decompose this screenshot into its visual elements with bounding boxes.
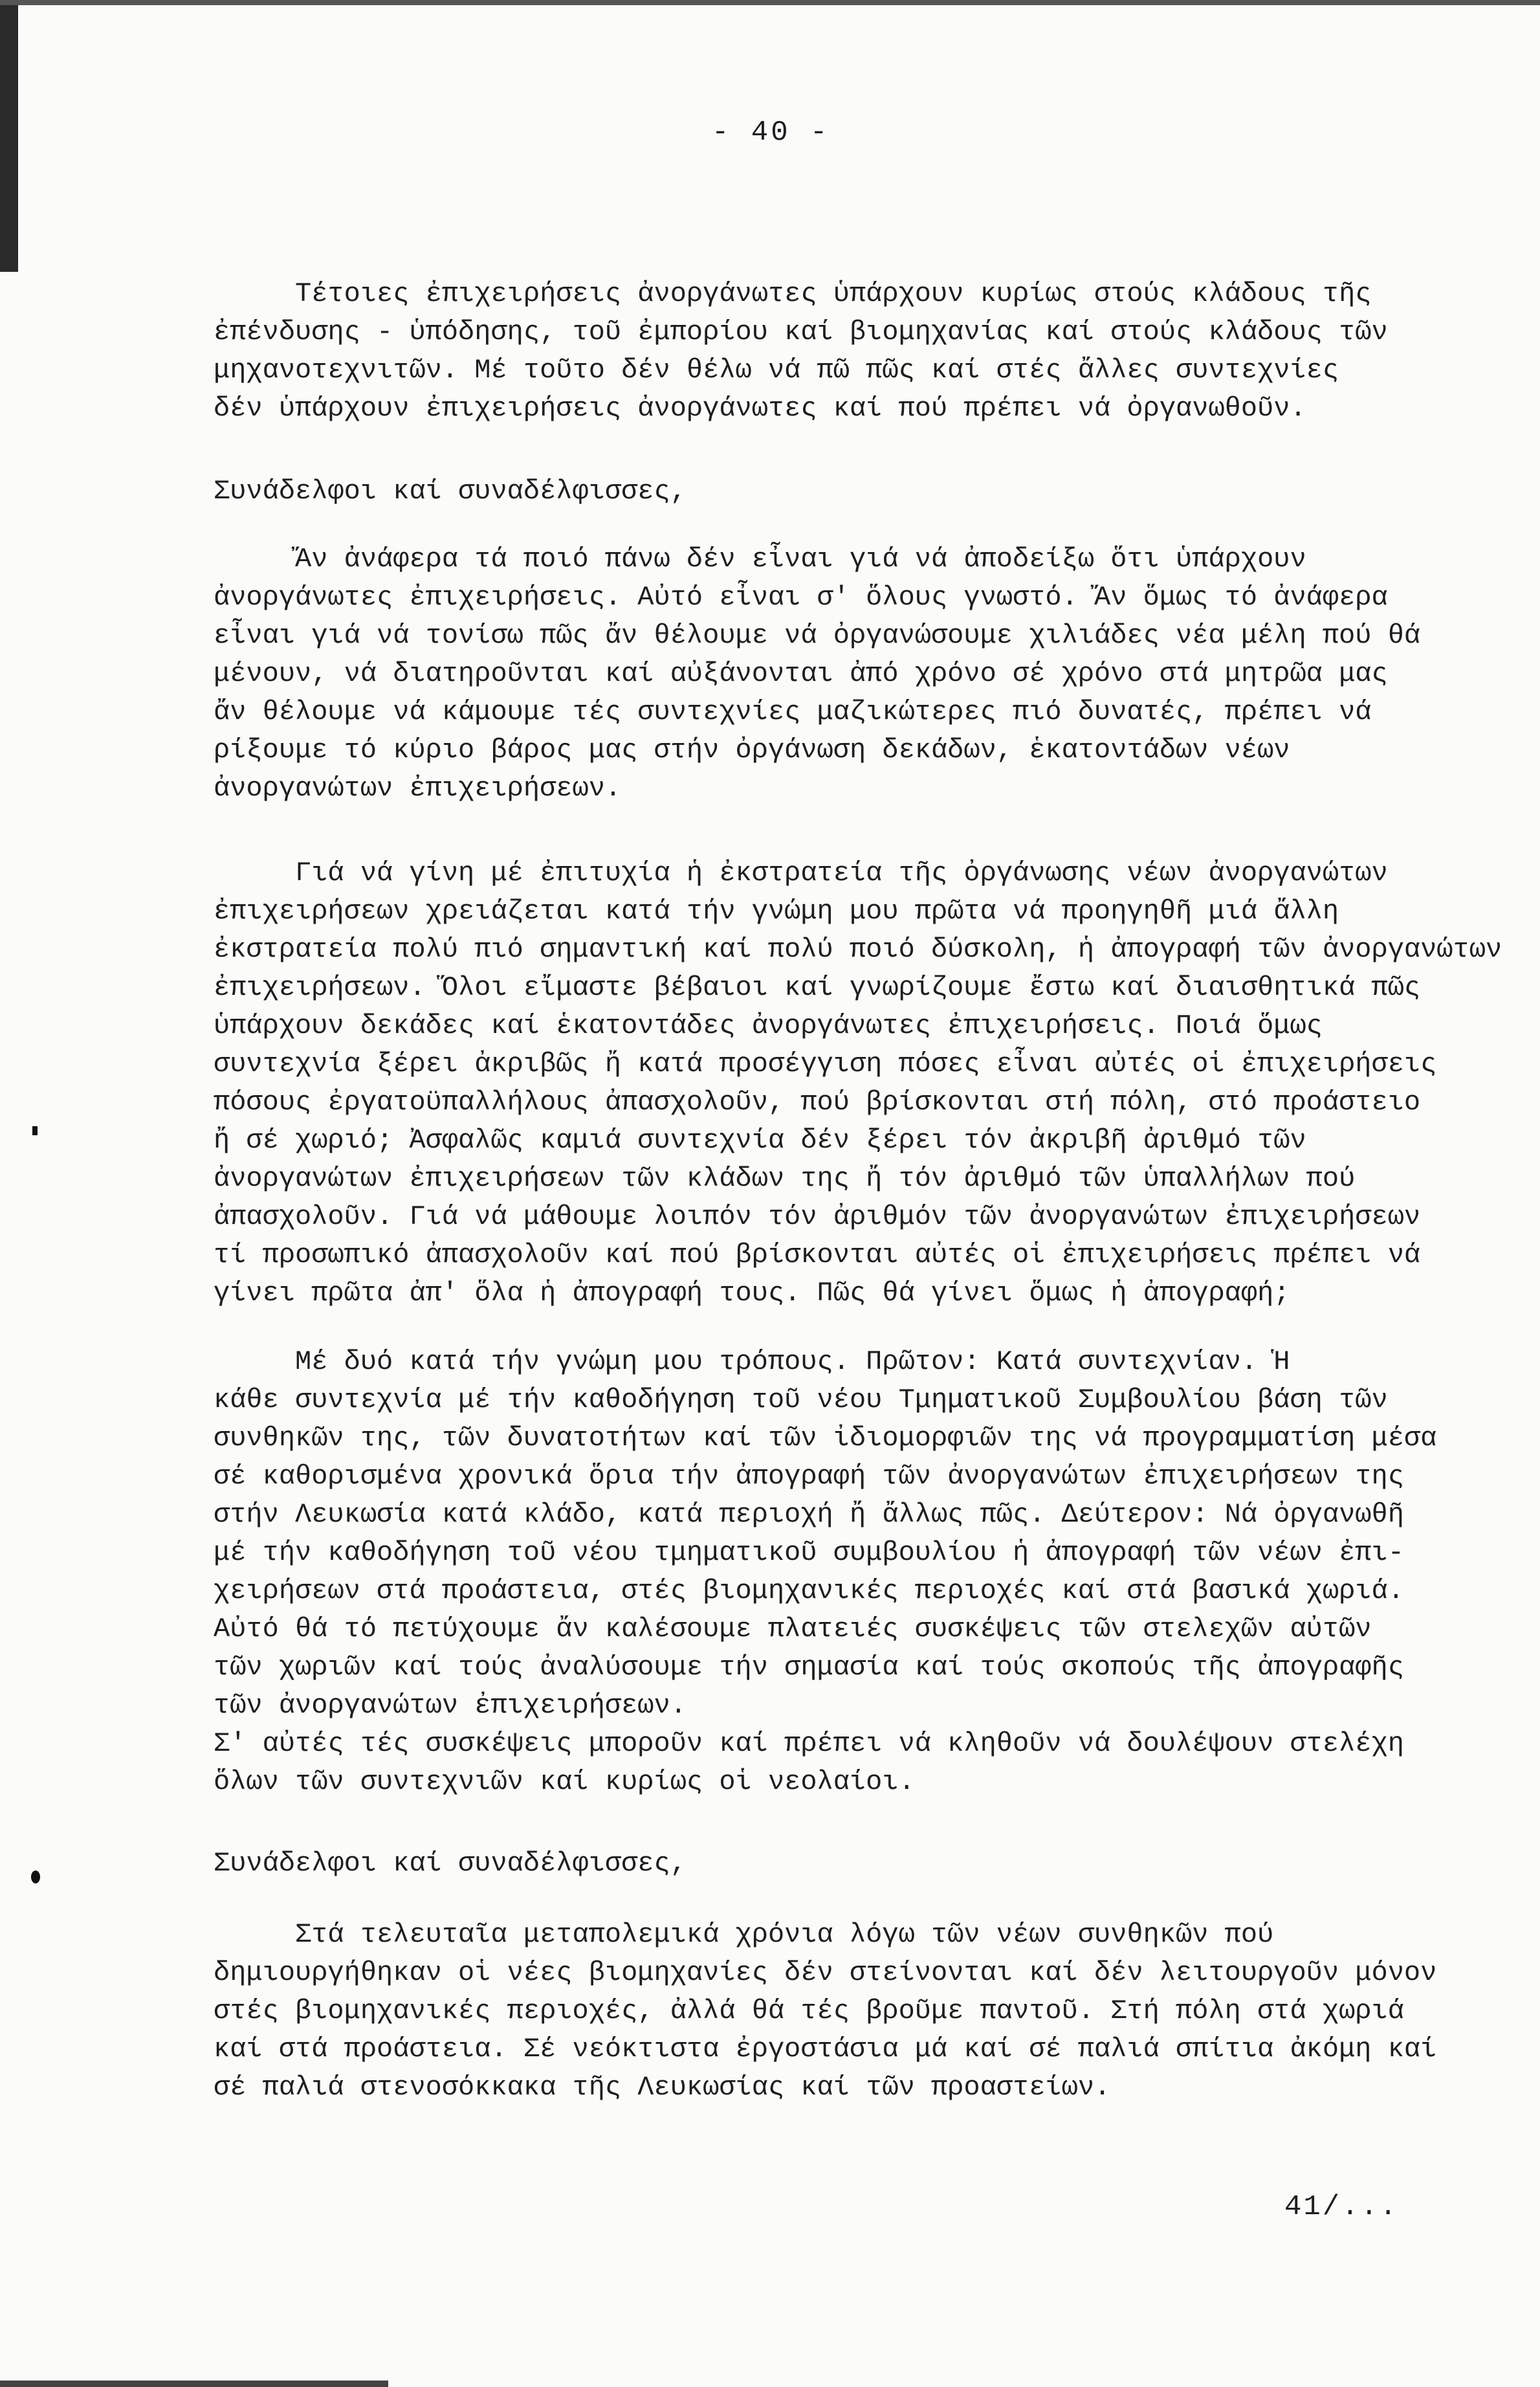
- paragraph: [214, 1916, 1475, 2107]
- text-line: σέ καθορισμένα χρονικά ὅρια τήν ἀπογραφή τῶν ἀνοργανώτων ἐπιχειρήσεων της: [214, 1461, 1404, 1492]
- text-line: ἀνοργάνωτες ἐπιχειρήσεις. Αὐτό εἶναι σ' ὅλους γνωστό. Ἄν ὅμως τό ἀνάφερα: [214, 582, 1388, 613]
- text-line: Στά τελευταῖα μεταπολεμικά χρόνια λόγω τῶν νέων συνθηκῶν πού: [214, 1919, 1274, 1950]
- text-line: Γιά νά γίνη μέ ἐπιτυχία ἡ ἐκστρατεία τῆς ὀργάνωσης νέων ἀνοργανώτων: [214, 858, 1388, 889]
- text-line: Σ' αὐτές τές συσκέψεις μποροῦν καί πρέπει νά κληθοῦν νά δουλέψουν στελέχη: [214, 1728, 1404, 1759]
- text-line: Τέτοιες ἐπιχειρήσεις ἀνοργάνωτες ὑπάρχουν κυρίως στούς κλάδους τῆς: [214, 278, 1372, 309]
- text-line: ἐπιχειρήσεων. Ὅλοι εἴμαστε βέβαιοι καί γνωρίζουμε ἔστω καί διαισθητικά πῶς: [214, 972, 1421, 1003]
- text-line: πόσους ἐργατοϋπαλλήλους ἀπασχολοῦν, πού βρίσκονται στή πόλη, στό προάστειο: [214, 1087, 1421, 1118]
- text-line: στήν Λευκωσία κατά κλάδο, κατά περιοχή ἤ ἄλλως πῶς. Δεύτερον: Νά ὀργανωθῆ: [214, 1499, 1404, 1530]
- text-line: ἐπένδυσης - ὑπόδησης, τοῦ ἐμπορίου καί βιομηχανίας καί στούς κλάδους τῶν: [214, 316, 1388, 348]
- text-line: ρίξουμε τό κύριο βάρος μας στήν ὀργάνωση δεκάδων, ἑκατοντάδων νέων: [214, 735, 1290, 766]
- text-line: δημιουργήθηκαν οἱ νέες βιομηχανίες δέν στείνονται καί δέν λειτουργοῦν μόνον: [214, 1957, 1437, 1988]
- text-line: τῶν χωριῶν καί τούς ἀναλύσουμε τήν σημασία καί τούς σκοπούς τῆς ἀπογραφῆς: [214, 1652, 1404, 1683]
- paragraph: [214, 854, 1502, 1313]
- text-line: μέ τήν καθοδήγηση τοῦ νέου τμηματικοῦ συμβουλίου ἡ ἀπογραφή τῶν νέων ἐπι-: [214, 1537, 1404, 1568]
- text-line: ἀνοργανώτων ἐπιχειρήσεων.: [214, 773, 622, 804]
- scan-dot: [31, 1871, 40, 1883]
- text-line: χειρήσεων στά προάστεια, στές βιομηχανικές περιοχές καί στά βασικά χωριά.: [214, 1575, 1404, 1606]
- paragraph: [214, 540, 1475, 808]
- text-line: συνθηκῶν της, τῶν δυνατοτήτων καί τῶν ἰδιομορφιῶν της νά προγραμματίση μέσα: [214, 1423, 1437, 1454]
- text-line: μένουν, νά διατηροῦνται καί αὐξάνονται ἀπό χρόνο σέ χρόνο στά μητρῶα μας: [214, 658, 1388, 689]
- text-line: ἄν θέλουμε νά κάμουμε τές συντεχνίες μαζικώτερες πιό δυνατές, πρέπει νά: [214, 696, 1372, 727]
- scan-edge-mark: [0, 0, 18, 272]
- text-line: ἐκστρατεία πολύ πιό σημαντική καί πολύ ποιό δύσκολη, ἡ ἀπογραφή τῶν ἀνοργανώτων: [214, 934, 1502, 965]
- text-line: ἤ σέ χωριό; Ἀσφαλῶς καμιά συντεχνία δέν ξέρει τόν ἀκριβῆ ἀριθμό τῶν: [214, 1125, 1306, 1156]
- text-line: ἀνοργανώτων ἐπιχειρήσεων τῶν κλάδων της ἤ τόν ἀριθμό τῶν ὑπαλλήλων πού: [214, 1163, 1356, 1194]
- text-line: καί στά προάστεια. Σέ νεόκτιστα ἐργοστάσια μά καί σέ παλιά σπίτια ἀκόμη καί: [214, 2034, 1437, 2065]
- salutation: [214, 472, 687, 511]
- text-line: Συνάδελφοι καί συναδέλφισσες,: [214, 1848, 687, 1879]
- text-line: τῶν ἀνοργανώτων ἐπιχειρήσεων.: [214, 1690, 687, 1721]
- text-line: Ἄν ἀνάφερα τά ποιό πάνω δέν εἶναι γιά νά ἀποδείξω ὅτι ὑπάρχουν: [214, 544, 1306, 575]
- text-line: ὅλων τῶν συντεχνιῶν καί κυρίως οἱ νεολαίοι.: [214, 1766, 915, 1797]
- scan-edge-mark: [0, 0, 1540, 5]
- text-line: Συνάδελφοι καί συναδέλφισσες,: [214, 476, 687, 507]
- scan-edge-mark: [0, 2381, 388, 2387]
- page-number: - 40 -: [712, 117, 830, 149]
- text-line: εἶναι γιά νά τονίσω πῶς ἄν θέλουμε νά ὀργανώσουμε χιλιάδες νέα μέλη πού θά: [214, 620, 1421, 651]
- text-line: Μέ δυό κατά τήν γνώμη μου τρόπους. Πρῶτον: Κατά συντεχνίαν. Ἡ: [214, 1346, 1290, 1377]
- text-line: στές βιομηχανικές περιοχές, ἀλλά θά τές βροῦμε παντοῦ. Στή πόλη στά χωριά: [214, 1995, 1404, 2026]
- text-line: ἀπασχολοῦν. Γιά νά μάθουμε λοιπόν τόν ἀριθμόν τῶν ἀνοργανώτων ἐπιχειρήσεων: [214, 1201, 1421, 1232]
- text-line: τί προσωπικό ἀπασχολοῦν καί πού βρίσκονται αὐτές οἱ ἐπιχειρήσεις πρέπει νά: [214, 1239, 1421, 1271]
- text-line: ὑπάρχουν δεκάδες καί ἑκατοντάδες ἀνοργάνωτες ἐπιχειρήσεις. Ποιά ὅμως: [214, 1010, 1323, 1041]
- scan-dot: [32, 1126, 38, 1135]
- text-line: μηχανοτεχνιτῶν. Μέ τοῦτο δέν θέλω νά πῶ πῶς καί στές ἄλλες συντεχνίες: [214, 355, 1339, 386]
- text-line: συντεχνία ξέρει ἀκριβῶς ἤ κατά προσέγγιση πόσες εἶναι αὐτές οἱ ἐπιχειρήσεις: [214, 1049, 1437, 1080]
- text-line: κάθε συντεχνία μέ τήν καθοδήγηση τοῦ νέου Τμηματικοῦ Συμβουλίου βάση τῶν: [214, 1384, 1388, 1416]
- salutation: [214, 1845, 687, 1883]
- text-line: δέν ὑπάρχουν ἐπιχειρήσεις ἀνοργάνωτες καί πού πρέπει νά ὀργανωθοῦν.: [214, 393, 1306, 424]
- text-line: ἐπιχειρήσεων χρειάζεται κατά τήν γνώμη μου πρῶτα νά προηγηθῆ μιά ἄλλη: [214, 896, 1339, 927]
- continuation-marker: 41/...: [1284, 2191, 1399, 2223]
- text-line: Αὐτό θά τό πετύχουμε ἄν καλέσουμε πλατειές συσκέψεις τῶν στελεχῶν αὐτῶν: [214, 1614, 1372, 1645]
- paragraph: [214, 275, 1475, 428]
- text-line: γίνει πρῶτα ἀπ' ὅλα ἡ ἀπογραφή τους. Πῶς θά γίνει ὅμως ἡ ἀπογραφή;: [214, 1278, 1290, 1309]
- paragraph: [214, 1343, 1475, 1801]
- text-line: σέ παλιά στενοσόκκακα τῆς Λευκωσίας καί τῶν προαστείων.: [214, 2072, 1111, 2103]
